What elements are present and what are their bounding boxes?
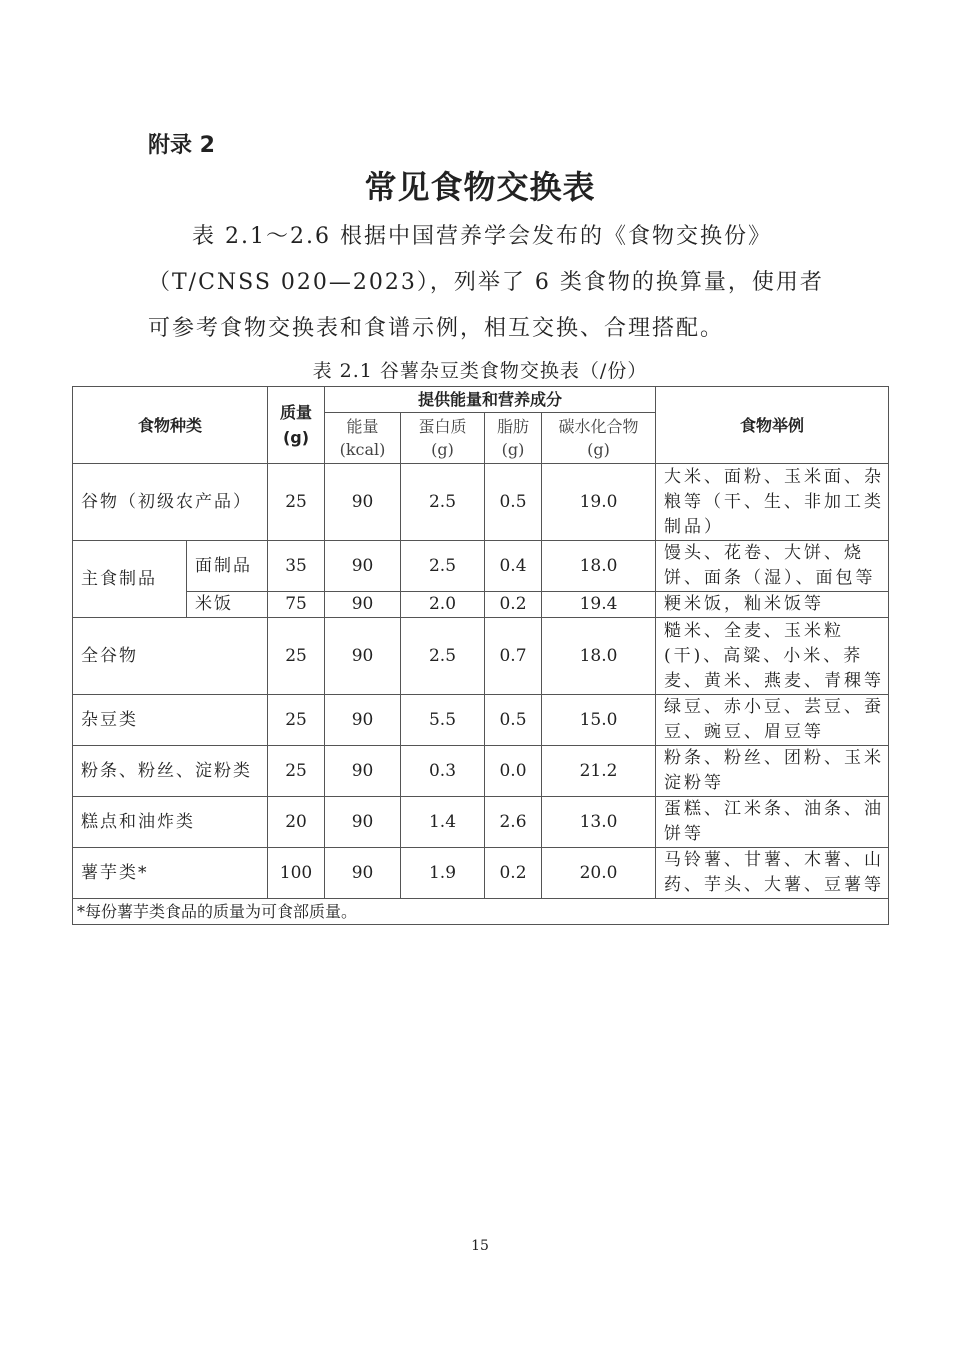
- row-fat: 0.0: [485, 746, 542, 797]
- row-carb: 15.0: [542, 695, 656, 746]
- row-protein: 2.5: [401, 464, 485, 541]
- header-fat-unit: (g): [501, 440, 525, 459]
- row-category: 薯芋类*: [73, 848, 268, 899]
- table-row: [73, 592, 889, 618]
- row-fat: 0.4: [485, 541, 542, 592]
- row-examples: 蛋糕、江米条、油条、油饼等: [656, 797, 889, 848]
- row-fat: 0.7: [485, 618, 542, 695]
- header-fat: [485, 413, 542, 464]
- row-category: 杂豆类: [73, 695, 268, 746]
- header-protein: [401, 413, 485, 464]
- table-row: [73, 797, 889, 848]
- row-mass: 100: [268, 848, 325, 899]
- row-fat: 2.6: [485, 797, 542, 848]
- intro-line: 可参考食物交换表和食谱示例，相互交换、合理搭配。: [148, 316, 725, 341]
- table-row: [73, 848, 889, 899]
- table-row: [73, 541, 889, 592]
- header-energy: [325, 413, 401, 464]
- row-examples: 糙米、全麦、玉米粒(干)、高粱、小米、荞麦、黄米、燕麦、青稞等: [656, 618, 889, 695]
- table-row: [73, 695, 889, 746]
- row-fat: 0.2: [485, 848, 542, 899]
- row-energy: 90: [325, 848, 401, 899]
- header-energy-unit: (kcal): [339, 440, 386, 459]
- intro-line: 表 2.1～2.6 根据中国营养学会发布的《食物交换份》: [192, 224, 772, 249]
- food-exchange-table: [72, 386, 889, 925]
- row-energy: 90: [325, 746, 401, 797]
- row-mass: 25: [268, 464, 325, 541]
- row-category: 主食制品: [73, 541, 187, 618]
- row-examples: 馒头、花卷、大饼、烧饼、面条（湿）、面包等: [656, 541, 889, 592]
- row-protein: 2.5: [401, 541, 485, 592]
- row-subcategory: 面制品: [187, 541, 268, 592]
- row-protein: 5.5: [401, 695, 485, 746]
- table-caption: 表 2.1 谷薯杂豆类食物交换表（/份）: [312, 360, 648, 382]
- row-mass: 75: [268, 592, 325, 618]
- row-examples: 绿豆、赤小豆、芸豆、蚕豆、豌豆、眉豆等: [656, 695, 889, 746]
- row-energy: 90: [325, 464, 401, 541]
- row-protein: 2.5: [401, 618, 485, 695]
- row-protein: 1.4: [401, 797, 485, 848]
- row-protein: 1.9: [401, 848, 485, 899]
- table-footnote: *每份薯芋类食品的质量为可食部质量。: [73, 899, 889, 925]
- footnote-row: [73, 899, 889, 925]
- row-carb: 20.0: [542, 848, 656, 899]
- table-row: [73, 464, 889, 541]
- row-carb: 13.0: [542, 797, 656, 848]
- row-fat: 0.5: [485, 695, 542, 746]
- row-fat: 0.2: [485, 592, 542, 618]
- header-energy-label: 能量: [346, 417, 379, 436]
- intro-paragraph: [148, 214, 828, 352]
- header-nutrients-group: 提供能量和营养成分: [325, 387, 656, 413]
- row-energy: 90: [325, 541, 401, 592]
- row-mass: 20: [268, 797, 325, 848]
- header-fat-label: 脂肪: [497, 417, 530, 436]
- row-mass: 35: [268, 541, 325, 592]
- header-carb: [542, 413, 656, 464]
- row-examples: 马铃薯、甘薯、木薯、山药、芋头、大薯、豆薯等: [656, 848, 889, 899]
- row-carb: 18.0: [542, 541, 656, 592]
- header-carb-unit: (g): [587, 440, 610, 459]
- row-category: 粉条、粉丝、淀粉类: [73, 746, 268, 797]
- header-mass-label: 质量: [280, 403, 313, 422]
- row-energy: 90: [325, 618, 401, 695]
- table-row: [73, 746, 889, 797]
- row-carb: 21.2: [542, 746, 656, 797]
- row-energy: 90: [325, 797, 401, 848]
- row-energy: 90: [325, 592, 401, 618]
- row-fat: 0.5: [485, 464, 542, 541]
- row-examples: 粉条、粉丝、团粉、玉米淀粉等: [656, 746, 889, 797]
- header-row: [73, 387, 889, 413]
- row-category: 谷物（初级农产品）: [73, 464, 268, 541]
- header-carb-label: 碳水化合物: [558, 417, 639, 436]
- appendix-label: 附录 2: [148, 133, 215, 158]
- row-protein: 2.0: [401, 592, 485, 618]
- row-mass: 25: [268, 746, 325, 797]
- row-examples: 大米、面粉、玉米面、杂粮等（干、生、非加工类制品）: [656, 464, 889, 541]
- row-carb: 19.4: [542, 592, 656, 618]
- page-number: 15: [471, 1238, 489, 1254]
- header-mass: [268, 387, 325, 464]
- header-protein-unit: (g): [431, 440, 454, 459]
- header-protein-label: 蛋白质: [418, 417, 467, 436]
- row-subcategory: 米饭: [187, 592, 268, 618]
- row-mass: 25: [268, 695, 325, 746]
- row-examples: 粳米饭，籼米饭等: [656, 592, 889, 618]
- header-examples: 食物举例: [656, 387, 889, 464]
- header-category: 食物种类: [73, 387, 268, 464]
- row-category: 全谷物: [73, 618, 268, 695]
- row-carb: 18.0: [542, 618, 656, 695]
- table-row: [73, 618, 889, 695]
- row-energy: 90: [325, 695, 401, 746]
- row-category: 糕点和油炸类: [73, 797, 268, 848]
- row-carb: 19.0: [542, 464, 656, 541]
- intro-line: （T/CNSS 020—2023），列举了 6 类食物的换算量，使用者: [148, 270, 824, 295]
- page-title: 常见食物交换表: [364, 168, 596, 206]
- row-protein: 0.3: [401, 746, 485, 797]
- row-mass: 25: [268, 618, 325, 695]
- header-mass-unit: (g): [282, 428, 310, 447]
